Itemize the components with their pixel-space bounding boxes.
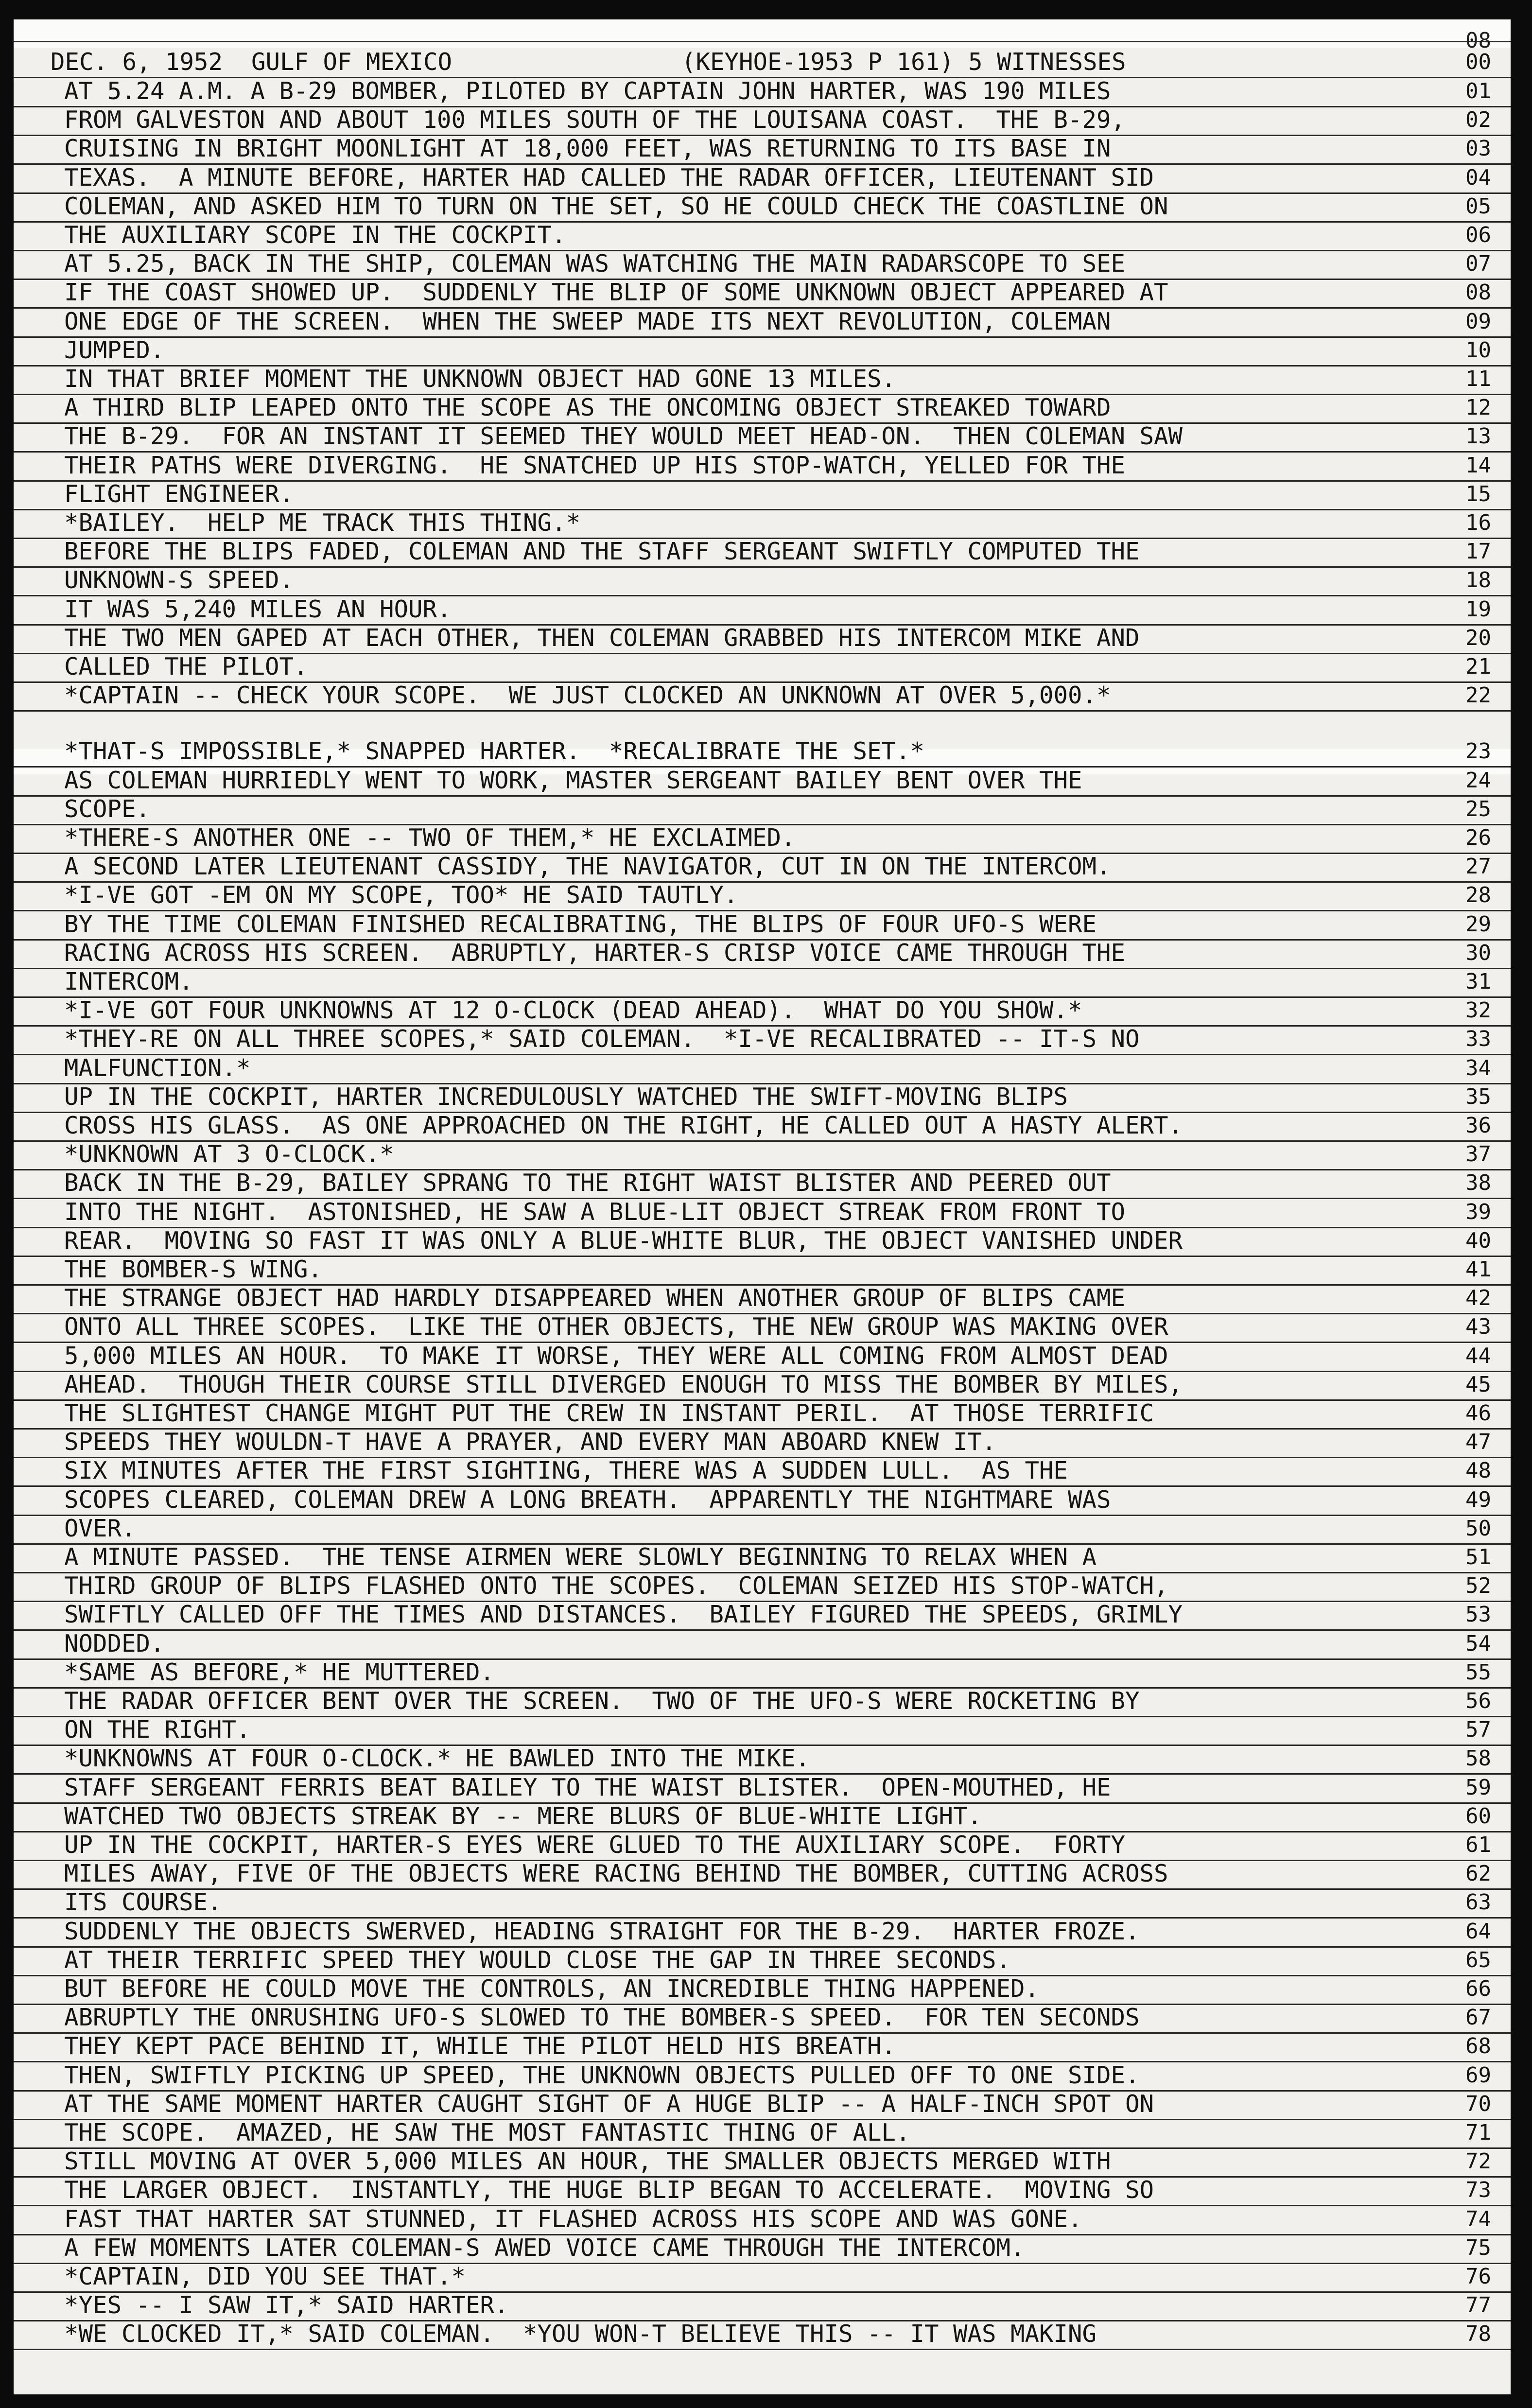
text-line bbox=[14, 1946, 1511, 1976]
line-number: 40 bbox=[1465, 1228, 1491, 1253]
line-number: 71 bbox=[1465, 2120, 1491, 2145]
line-number: 20 bbox=[1465, 626, 1491, 650]
line-text: JUMPED. bbox=[64, 338, 165, 363]
line-number: 32 bbox=[1465, 998, 1491, 1023]
line-number: 10 bbox=[1465, 338, 1491, 363]
line-text: REAR. MOVING SO FAST IT WAS ONLY A BLUE-WHITE BLUR, THE OBJECT VANISHED UNDER bbox=[64, 1228, 1183, 1254]
line-number: 05 bbox=[1465, 194, 1491, 219]
line-text: *THERE-S ANOTHER ONE -- TWO OF THEM,* HE EXCLAIMED. bbox=[64, 825, 796, 851]
line-number: 54 bbox=[1465, 1631, 1491, 1656]
line-number: 38 bbox=[1465, 1170, 1491, 1195]
text-line bbox=[14, 2032, 1511, 2062]
text-line bbox=[14, 2003, 1511, 2034]
line-text: ONTO ALL THREE SCOPES. LIKE THE OTHER OBJECTS, THE NEW GROUP WAS MAKING OVER bbox=[64, 1314, 1168, 1340]
line-number: 61 bbox=[1465, 1832, 1491, 1857]
line-text: ONE EDGE OF THE SCREEN. WHEN THE SWEEP MADE ITS NEXT REVOLUTION, COLEMAN bbox=[64, 309, 1111, 334]
line-text: IF THE COAST SHOWED UP. SUDDENLY THE BLIP OF SOME UNKNOWN OBJECT APPEARED AT bbox=[64, 280, 1168, 305]
line-number: 42 bbox=[1465, 1286, 1491, 1310]
line-number: 22 bbox=[1465, 683, 1491, 708]
text-line bbox=[14, 1687, 1511, 1717]
text-line bbox=[14, 737, 1511, 768]
text-line bbox=[14, 1428, 1511, 1458]
line-text: UP IN THE COCKPIT, HARTER-S EYES WERE GLUED TO THE AUXILIARY SCOPE. FORTY bbox=[64, 1832, 1126, 1858]
top-margin bbox=[14, 19, 1511, 48]
text-line bbox=[14, 1456, 1511, 1487]
line-text: COLEMAN, AND ASKED HIM TO TURN ON THE SET, SO HE COULD CHECK THE COASTLINE ON bbox=[64, 194, 1168, 219]
text-line bbox=[14, 365, 1511, 395]
text-line bbox=[14, 2061, 1511, 2092]
line-number: 68 bbox=[1465, 2034, 1491, 2059]
text-line bbox=[14, 192, 1511, 223]
line-text: WATCHED TWO OBJECTS STREAK BY -- MERE BLURS OF BLUE-WHITE LIGHT. bbox=[64, 1804, 982, 1829]
line-number: 52 bbox=[1465, 1573, 1491, 1598]
line-number: 57 bbox=[1465, 1717, 1491, 1742]
line-text: THE AUXILIARY SCOPE IN THE COCKPIT. bbox=[64, 223, 566, 248]
text-line bbox=[14, 1370, 1511, 1401]
line-number: 70 bbox=[1465, 2092, 1491, 2116]
line-text: THE LARGER OBJECT. INSTANTLY, THE HUGE BLIP BEGAN TO ACCELERATE. MOVING SO bbox=[64, 2178, 1154, 2203]
line-number: 56 bbox=[1465, 1689, 1491, 1713]
line-text: INTERCOM. bbox=[64, 969, 193, 995]
text-line bbox=[14, 77, 1511, 107]
text-line bbox=[14, 393, 1511, 424]
text-line bbox=[14, 1054, 1511, 1084]
line-text: THEY KEPT PACE BEHIND IT, WHILE THE PILOT HELD HIS BREATH. bbox=[64, 2034, 896, 2059]
text-line bbox=[14, 1571, 1511, 1602]
line-text: THE TWO MEN GAPED AT EACH OTHER, THEN COLEMAN GRABBED HIS INTERCOM MIKE AND bbox=[64, 626, 1140, 651]
text-line bbox=[14, 480, 1511, 510]
line-text: UP IN THE COCKPIT, HARTER INCREDULOUSLY WATCHED THE SWIFT-MOVING BLIPS bbox=[64, 1084, 1068, 1110]
text-line bbox=[14, 2291, 1511, 2321]
text-line bbox=[14, 1888, 1511, 1919]
text-line bbox=[14, 163, 1511, 194]
line-text: FLIGHT ENGINEER. bbox=[64, 482, 294, 507]
line-number: 55 bbox=[1465, 1660, 1491, 1685]
line-text: OVER. bbox=[64, 1516, 136, 1541]
line-number: 49 bbox=[1465, 1487, 1491, 1512]
text-line bbox=[14, 939, 1511, 969]
line-number: 73 bbox=[1465, 2178, 1491, 2202]
line-number: 26 bbox=[1465, 825, 1491, 850]
line-text: A FEW MOMENTS LATER COLEMAN-S AWED VOICE CAME THROUGH THE INTERCOM. bbox=[64, 2235, 1025, 2261]
text-line bbox=[14, 1226, 1511, 1257]
line-number: 41 bbox=[1465, 1257, 1491, 1282]
text-line bbox=[14, 1399, 1511, 1430]
document-sheet bbox=[14, 19, 1511, 2394]
line-number: 08 bbox=[1465, 280, 1491, 305]
text-line bbox=[14, 1543, 1511, 1573]
line-number: 27 bbox=[1465, 854, 1491, 879]
line-text: AT 5.25, BACK IN THE SHIP, COLEMAN WAS WATCHING THE MAIN RADARSCOPE TO SEE bbox=[64, 251, 1126, 277]
line-text: THEIR PATHS WERE DIVERGING. HE SNATCHED UP HIS STOP-WATCH, YELLED FOR THE bbox=[64, 453, 1126, 478]
line-text: CRUISING IN BRIGHT MOONLIGHT AT 18,000 FEET, WAS RETURNING TO ITS BASE IN bbox=[64, 136, 1111, 161]
text-line bbox=[14, 2118, 1511, 2149]
line-text: A THIRD BLIP LEAPED ONTO THE SCOPE AS THE ONCOMING OBJECT STREAKED TOWARD bbox=[64, 395, 1111, 420]
line-text: SWIFTLY CALLED OFF THE TIMES AND DISTANCES. BAILEY FIGURED THE SPEEDS, GRIMLY bbox=[64, 1602, 1183, 1627]
line-text: A SECOND LATER LIEUTENANT CASSIDY, THE NAVIGATOR, CUT IN ON THE INTERCOM. bbox=[64, 854, 1111, 879]
text-line bbox=[14, 451, 1511, 482]
line-text: AS COLEMAN HURRIEDLY WENT TO WORK, MASTER SERGEANT BAILEY BENT OVER THE bbox=[64, 768, 1082, 793]
line-number: 17 bbox=[1465, 539, 1491, 564]
line-number: 76 bbox=[1465, 2264, 1491, 2289]
text-line bbox=[14, 1198, 1511, 1228]
header-number: 00 bbox=[1465, 50, 1491, 74]
line-number: 06 bbox=[1465, 223, 1491, 247]
line-number: 50 bbox=[1465, 1516, 1491, 1541]
line-number: 47 bbox=[1465, 1430, 1491, 1454]
line-text: AT 5.24 A.M. A B-29 BOMBER, PILOTED BY CAPTAIN JOHN HARTER, WAS 190 MILES bbox=[64, 79, 1111, 104]
line-number: 18 bbox=[1465, 568, 1491, 593]
line-number: 45 bbox=[1465, 1372, 1491, 1397]
line-number: 66 bbox=[1465, 1976, 1491, 2001]
line-text: *I-VE GOT -EM ON MY SCOPE, TOO* HE SAID TAUTLY. bbox=[64, 883, 738, 908]
line-number: 44 bbox=[1465, 1344, 1491, 1368]
text-line bbox=[14, 1514, 1511, 1545]
text-line bbox=[14, 1082, 1511, 1113]
line-text: *BAILEY. HELP ME TRACK THIS THING.* bbox=[64, 510, 581, 536]
text-line bbox=[14, 2147, 1511, 2178]
text-line bbox=[14, 508, 1511, 539]
text-line bbox=[14, 336, 1511, 366]
text-line bbox=[14, 1284, 1511, 1314]
text-line bbox=[14, 1974, 1511, 2005]
text-line bbox=[14, 1917, 1511, 1948]
line-text: FAST THAT HARTER SAT STUNNED, IT FLASHED ACROSS HIS SCOPE AND WAS GONE. bbox=[64, 2207, 1082, 2232]
text-line bbox=[14, 1629, 1511, 1660]
line-number: 35 bbox=[1465, 1084, 1491, 1109]
line-text: RACING ACROSS HIS SCREEN. ABRUPTLY, HARTER-S CRISP VOICE CAME THROUGH THE bbox=[64, 941, 1126, 966]
line-number: 01 bbox=[1465, 79, 1491, 104]
line-number: 31 bbox=[1465, 969, 1491, 994]
line-number: 16 bbox=[1465, 510, 1491, 535]
line-number: 78 bbox=[1465, 2321, 1491, 2346]
line-text: ON THE RIGHT. bbox=[64, 1717, 251, 1743]
line-text: SPEEDS THEY WOULDN-T HAVE A PRAYER, AND EVERY MAN ABOARD KNEW IT. bbox=[64, 1430, 996, 1455]
line-text: *CAPTAIN -- CHECK YOUR SCOPE. WE JUST CLOCKED AN UNKNOWN AT OVER 5,000.* bbox=[64, 683, 1111, 708]
text-line bbox=[14, 1255, 1511, 1286]
line-text: *WE CLOCKED IT,* SAID COLEMAN. *YOU WON-T BELIEVE THIS -- IT WAS MAKING bbox=[64, 2321, 1097, 2347]
line-text: THE BOMBER-S WING. bbox=[64, 1257, 323, 1282]
line-number: 14 bbox=[1465, 453, 1491, 478]
text-line bbox=[14, 1831, 1511, 1861]
line-number: 24 bbox=[1465, 768, 1491, 793]
header-line bbox=[14, 48, 1511, 78]
line-number: 77 bbox=[1465, 2293, 1491, 2318]
line-number: 34 bbox=[1465, 1056, 1491, 1081]
line-number: 58 bbox=[1465, 1746, 1491, 1771]
line-number: 12 bbox=[1465, 395, 1491, 420]
line-text: *THEY-RE ON ALL THREE SCOPES,* SAID COLEMAN. *I-VE RECALIBRATED -- IT-S NO bbox=[64, 1027, 1140, 1052]
line-number: 30 bbox=[1465, 941, 1491, 965]
line-text: *SAME AS BEFORE,* HE MUTTERED. bbox=[64, 1660, 495, 1685]
text-line bbox=[14, 1600, 1511, 1631]
line-number: 48 bbox=[1465, 1458, 1491, 1483]
line-number: 64 bbox=[1465, 1919, 1491, 1944]
line-text: SCOPE. bbox=[64, 797, 151, 822]
line-text: BUT BEFORE HE COULD MOVE THE CONTROLS, AN INCREDIBLE THING HAPPENED. bbox=[64, 1976, 1040, 2002]
line-number: 28 bbox=[1465, 883, 1491, 907]
line-number: 11 bbox=[1465, 366, 1491, 391]
line-text: STILL MOVING AT OVER 5,000 MILES AN HOUR, THE SMALLER OBJECTS MERGED WITH bbox=[64, 2149, 1111, 2174]
text-line bbox=[14, 1715, 1511, 1746]
line-text: *THAT-S IMPOSSIBLE,* SNAPPED HARTER. *RECALIBRATE THE SET.* bbox=[64, 739, 925, 764]
line-text: *UNKNOWN AT 3 O-CLOCK.* bbox=[64, 1142, 394, 1167]
line-number: 23 bbox=[1465, 739, 1491, 764]
line-number: 02 bbox=[1465, 107, 1491, 132]
text-line bbox=[14, 967, 1511, 998]
line-text: 5,000 MILES AN HOUR. TO MAKE IT WORSE, THEY WERE ALL COMING FROM ALMOST DEAD bbox=[64, 1344, 1168, 1369]
text-line bbox=[14, 221, 1511, 251]
line-number: 51 bbox=[1465, 1545, 1491, 1570]
line-text: AHEAD. THOUGH THEIR COURSE STILL DIVERGED ENOUGH TO MISS THE BOMBER BY MILES, bbox=[64, 1372, 1183, 1397]
text-line bbox=[14, 595, 1511, 626]
text-line bbox=[14, 996, 1511, 1027]
line-number: 33 bbox=[1465, 1027, 1491, 1051]
line-text: THIRD GROUP OF BLIPS FLASHED ONTO THE SCOPES. COLEMAN SEIZED HIS STOP-WATCH, bbox=[64, 1573, 1168, 1599]
line-number: 43 bbox=[1465, 1314, 1491, 1339]
line-number: 75 bbox=[1465, 2235, 1491, 2260]
line-number: 25 bbox=[1465, 797, 1491, 821]
line-number: 65 bbox=[1465, 1948, 1491, 1972]
line-text: BEFORE THE BLIPS FADED, COLEMAN AND THE STAFF SERGEANT SWIFTLY COMPUTED THE bbox=[64, 539, 1140, 564]
header-text: DEC. 6, 1952 GULF OF MEXICO (KEYHOE-1953 P 161) 5 WITNESSES bbox=[51, 50, 1126, 75]
line-number: 59 bbox=[1465, 1775, 1491, 1800]
text-line bbox=[14, 1859, 1511, 1890]
line-number: 09 bbox=[1465, 309, 1491, 334]
line-number: 46 bbox=[1465, 1401, 1491, 1426]
line-text: IN THAT BRIEF MOMENT THE UNKNOWN OBJECT HAD GONE 13 MILES. bbox=[64, 366, 896, 392]
line-text: UNKNOWN-S SPEED. bbox=[64, 568, 294, 593]
line-text: CALLED THE PILOT. bbox=[64, 654, 308, 680]
text-line bbox=[14, 278, 1511, 309]
line-number: 04 bbox=[1465, 165, 1491, 190]
text-line bbox=[14, 1773, 1511, 1804]
text-line bbox=[14, 307, 1511, 338]
line-number: 39 bbox=[1465, 1200, 1491, 1224]
line-text: THE B-29. FOR AN INSTANT IT SEEMED THEY WOULD MEET HEAD-ON. THEN COLEMAN SAW bbox=[64, 424, 1183, 449]
line-text: A MINUTE PASSED. THE TENSE AIRMEN WERE SLOWLY BEGINNING TO RELAX WHEN A bbox=[64, 1545, 1097, 1570]
text-line bbox=[14, 537, 1511, 568]
line-number: 63 bbox=[1465, 1890, 1491, 1915]
line-text: BY THE TIME COLEMAN FINISHED RECALIBRATING, THE BLIPS OF FOUR UFO-S WERE bbox=[64, 912, 1097, 937]
text-line bbox=[14, 1658, 1511, 1689]
line-text: AT THEIR TERRIFIC SPEED THEY WOULD CLOSE THE GAP IN THREE SECONDS. bbox=[64, 1948, 1011, 1973]
text-line bbox=[14, 105, 1511, 136]
line-text: INTO THE NIGHT. ASTONISHED, HE SAW A BLUE-LIT OBJECT STREAK FROM FRONT TO bbox=[64, 1200, 1126, 1225]
text-line bbox=[14, 2176, 1511, 2206]
text-line bbox=[14, 249, 1511, 280]
line-text: *CAPTAIN, DID YOU SEE THAT.* bbox=[64, 2264, 466, 2289]
line-number: 03 bbox=[1465, 136, 1491, 161]
line-text: MILES AWAY, FIVE OF THE OBJECTS WERE RACING BEHIND THE BOMBER, CUTTING ACROSS bbox=[64, 1861, 1168, 1886]
text-line bbox=[14, 422, 1511, 453]
text-line bbox=[14, 1744, 1511, 1775]
text-line bbox=[14, 681, 1511, 712]
line-number: 07 bbox=[1465, 251, 1491, 276]
text-line bbox=[14, 766, 1511, 797]
line-text: SCOPES CLEARED, COLEMAN DREW A LONG BREATH. APPARENTLY THE NIGHTMARE WAS bbox=[64, 1487, 1111, 1513]
line-text: STAFF SERGEANT FERRIS BEAT BAILEY TO THE WAIST BLISTER. OPEN-MOUTHED, HE bbox=[64, 1775, 1111, 1800]
line-number: 19 bbox=[1465, 597, 1491, 622]
text-line bbox=[14, 1025, 1511, 1055]
text-line bbox=[14, 1485, 1511, 1516]
text-line bbox=[14, 1169, 1511, 1199]
line-text: CROSS HIS GLASS. AS ONE APPROACHED ON THE RIGHT, HE CALLED OUT A HASTY ALERT. bbox=[64, 1113, 1183, 1138]
text-line bbox=[14, 2205, 1511, 2235]
line-text: FROM GALVESTON AND ABOUT 100 MILES SOUTH OF THE LOUISANA COAST. THE B-29, bbox=[64, 107, 1126, 133]
corner-number: 08 bbox=[1465, 28, 1491, 53]
line-number: 21 bbox=[1465, 654, 1491, 679]
line-number: 74 bbox=[1465, 2207, 1491, 2232]
line-number: 15 bbox=[1465, 482, 1491, 506]
line-text: THEN, SWIFTLY PICKING UP SPEED, THE UNKNOWN OBJECTS PULLED OFF TO ONE SIDE. bbox=[64, 2063, 1140, 2088]
line-text: THE SLIGHTEST CHANGE MIGHT PUT THE CREW IN INSTANT PERIL. AT THOSE TERRIFIC bbox=[64, 1401, 1154, 1426]
line-text: MALFUNCTION.* bbox=[64, 1056, 251, 1081]
text-line bbox=[14, 1140, 1511, 1170]
line-text: THE RADAR OFFICER BENT OVER THE SCREEN. TWO OF THE UFO-S WERE ROCKETING BY bbox=[64, 1689, 1140, 1714]
text-line bbox=[14, 881, 1511, 911]
line-text: THE STRANGE OBJECT HAD HARDLY DISAPPEARED WHEN ANOTHER GROUP OF BLIPS CAME bbox=[64, 1286, 1126, 1311]
line-text: ABRUPTLY THE ONRUSHING UFO-S SLOWED TO THE BOMBER-S SPEED. FOR TEN SECONDS bbox=[64, 2005, 1140, 2030]
text-line bbox=[14, 852, 1511, 883]
text-line bbox=[14, 910, 1511, 941]
text-line bbox=[14, 1342, 1511, 1372]
line-text: SUDDENLY THE OBJECTS SWERVED, HEADING STRAIGHT FOR THE B-29. HARTER FROZE. bbox=[64, 1919, 1140, 1944]
line-text: *YES -- I SAW IT,* SAID HARTER. bbox=[64, 2293, 509, 2318]
line-number: 36 bbox=[1465, 1113, 1491, 1138]
text-line bbox=[14, 1312, 1511, 1343]
line-number: 72 bbox=[1465, 2149, 1491, 2174]
line-text: NODDED. bbox=[64, 1631, 165, 1657]
text-line bbox=[14, 2234, 1511, 2264]
text-line bbox=[14, 134, 1511, 165]
line-number: 67 bbox=[1465, 2005, 1491, 2030]
line-number: 13 bbox=[1465, 424, 1491, 449]
line-text: SIX MINUTES AFTER THE FIRST SIGHTING, THERE WAS A SUDDEN LULL. AS THE bbox=[64, 1458, 1068, 1483]
line-text: *UNKNOWNS AT FOUR O-CLOCK.* HE BAWLED INTO THE MIKE. bbox=[64, 1746, 810, 1771]
text-line bbox=[14, 652, 1511, 683]
text-line bbox=[14, 566, 1511, 596]
text-line bbox=[14, 2262, 1511, 2293]
line-number: 37 bbox=[1465, 1142, 1491, 1167]
line-text: BACK IN THE B-29, BAILEY SPRANG TO THE RIGHT WAIST BLISTER AND PEERED OUT bbox=[64, 1170, 1111, 1196]
line-number: 29 bbox=[1465, 912, 1491, 937]
line-number: 69 bbox=[1465, 2063, 1491, 2088]
text-line bbox=[14, 1111, 1511, 1142]
line-number: 60 bbox=[1465, 1804, 1491, 1829]
line-text: THE SCOPE. AMAZED, HE SAW THE MOST FANTASTIC THING OF ALL. bbox=[64, 2120, 910, 2146]
text-line bbox=[14, 2090, 1511, 2120]
text-line bbox=[14, 795, 1511, 825]
text-line bbox=[14, 624, 1511, 654]
text-line bbox=[14, 1802, 1511, 1832]
line-number: 53 bbox=[1465, 1602, 1491, 1627]
line-text: IT WAS 5,240 MILES AN HOUR. bbox=[64, 597, 452, 622]
line-text: *I-VE GOT FOUR UNKNOWNS AT 12 O-CLOCK (DEAD AHEAD). WHAT DO YOU SHOW.* bbox=[64, 998, 1082, 1023]
line-text: ITS COURSE. bbox=[64, 1890, 222, 1915]
line-text: TEXAS. A MINUTE BEFORE, HARTER HAD CALLED THE RADAR OFFICER, LIEUTENANT SID bbox=[64, 165, 1154, 191]
text-line bbox=[14, 823, 1511, 854]
line-number: 62 bbox=[1465, 1861, 1491, 1886]
text-line bbox=[14, 2320, 1511, 2350]
line-text: AT THE SAME MOMENT HARTER CAUGHT SIGHT OF A HUGE BLIP -- A HALF-INCH SPOT ON bbox=[64, 2092, 1154, 2117]
